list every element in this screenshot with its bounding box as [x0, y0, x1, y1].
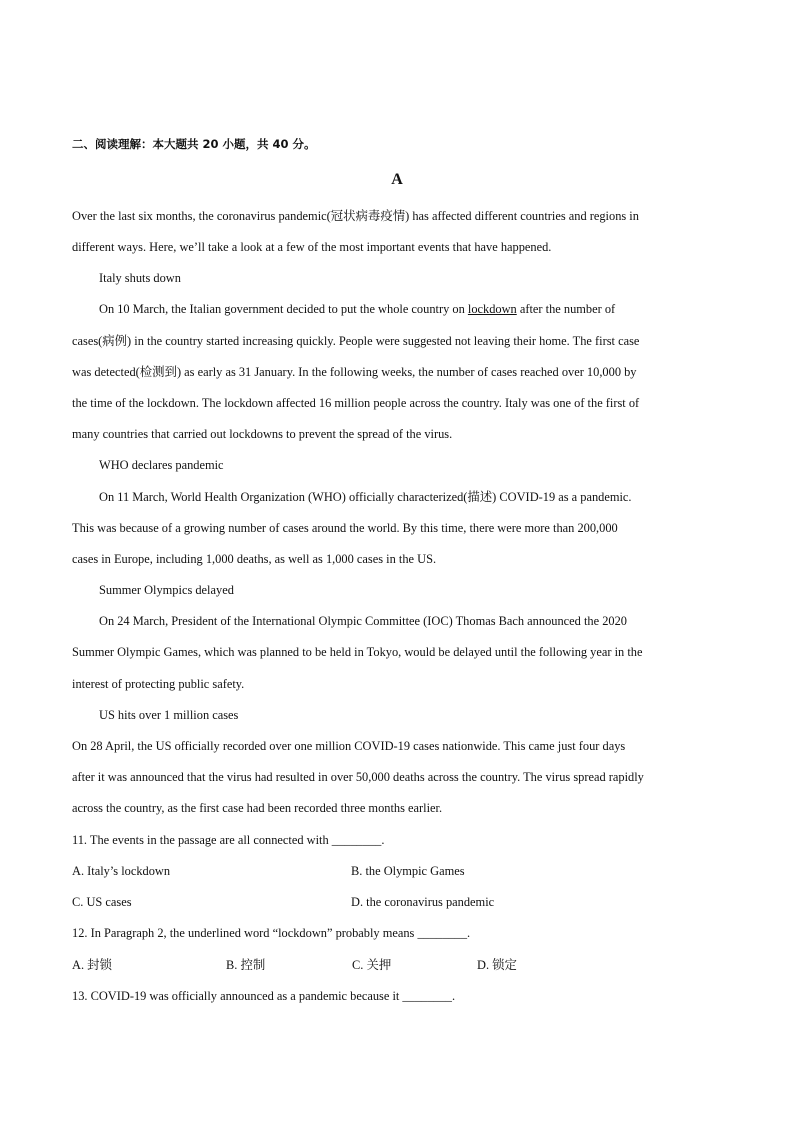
q11-option-b: B. the Olympic Games	[351, 864, 465, 878]
intro-line-2: different ways. Here, we’ll take a look at a few of the most important events that have happened.	[72, 240, 552, 254]
who-line-2: This was because of a growing number of cases around the world. By this time, there were more than 200,000	[72, 521, 618, 535]
us-line-1: On 28 April, the US officially recorded over one million COVID-19 cases nationwide. This came just four days	[72, 739, 626, 753]
intro-line-1: Over the last six months, the coronavirus pandemic(冠状病毒疫情) has affected different countries and regions in	[72, 209, 639, 223]
italy-line-5: many countries that carried out lockdowns to prevent the spread of the virus.	[72, 427, 453, 441]
us-line-2: after it was announced that the virus had resulted in over 50,000 deaths across the country. The virus spread rapidly	[72, 770, 644, 784]
italy-line-1-a: On 10 March, the Italian government decided to put the whole country on	[99, 302, 468, 316]
subheading-italy: Italy shuts down	[99, 271, 181, 285]
subheading-who: WHO declares pandemic	[99, 458, 224, 472]
subheading-us: US hits over 1 million cases	[99, 708, 239, 722]
q12-option-b: B. 控制	[226, 958, 266, 972]
italy-line-3: was detected(检测到) as early as 31 January. In the following weeks, the number of cases reached over 10,000 by	[72, 365, 637, 379]
q11-option-d: D. the coronavirus pandemic	[351, 895, 495, 909]
who-line-1: On 11 March, World Health Organization (WHO) officially characterized(描述) COVID-19 as a pandemic.	[99, 490, 632, 504]
italy-line-1-b: after the number of	[516, 302, 616, 316]
q12-option-d: D. 锁定	[477, 958, 517, 972]
italy-line-4: the time of the lockdown. The lockdown affected 16 million people across the country. Italy was one of the first of	[72, 396, 640, 410]
question-12: 12. In Paragraph 2, the underlined word “lockdown” probably means ________.	[72, 926, 471, 940]
olympics-line-1: On 24 March, President of the International Olympic Committee (IOC) Thomas Bach announced the 2020	[99, 614, 627, 628]
us-line-3: across the country, as the first case had been recorded three months earlier.	[72, 801, 443, 815]
underlined-word-lockdown: lockdown	[467, 302, 517, 316]
q11-option-a: A. Italy’s lockdown	[72, 864, 171, 878]
italy-line-2: cases(病例) in the country started increasing quickly. People were suggested not leaving their home. The first case	[72, 334, 640, 348]
subheading-olympics: Summer Olympics delayed	[99, 583, 234, 597]
who-line-3: cases in Europe, including 1,000 deaths, as well as 1,000 cases in the US.	[72, 552, 437, 566]
q12-option-c: C. 关押	[352, 958, 392, 972]
q11-option-c: C. US cases	[72, 895, 132, 909]
olympics-line-2: Summer Olympic Games, which was planned to be held in Tokyo, would be delayed until the following year in the	[72, 645, 643, 659]
italy-line-1	[99, 301, 615, 317]
question-13: 13. COVID-19 was officially announced as a pandemic because it ________.	[72, 989, 456, 1003]
q12-option-a: A. 封锁	[72, 958, 112, 972]
question-11: 11. The events in the passage are all connected with ________.	[72, 833, 385, 847]
passage-title: A	[391, 171, 403, 188]
olympics-line-3: interest of protecting public safety.	[72, 677, 245, 691]
section-heading: 二、阅读理解：本大题共 20 小题，共 40 分。	[72, 137, 316, 151]
